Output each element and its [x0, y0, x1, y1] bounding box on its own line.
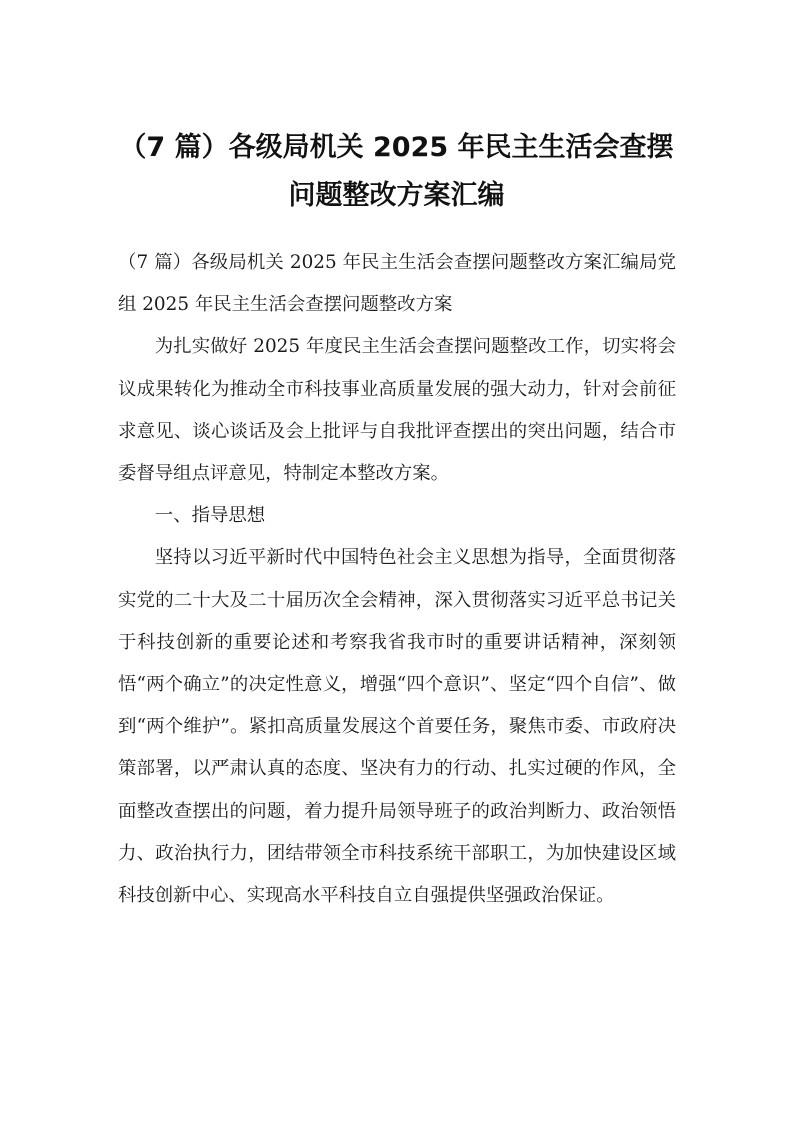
- body-paragraph: 为扎实做好 2025 年度民主生活会查摆问题整改工作，切实将会议成果转化为推动全市科技事业高质量发展的强大动力，针对会前征求意见、谈心谈话及会上批评与自我批评查摆出的突出问题，结合市委督导组点评意见，特制定本整改方案。: [118, 336, 676, 485]
- section-heading: 一、指导思想: [154, 505, 266, 527]
- document-body: [118, 242, 676, 917]
- intro-paragraph: （7 篇）各级局机关 2025 年民主生活会查摆问题整改方案汇编局党组 2025 年民主生活会查摆问题整改方案: [118, 252, 676, 316]
- title-line-2: 问题整改方案汇编: [288, 180, 505, 211]
- document-title: [100, 124, 693, 220]
- title-line-1: （7 篇）各级局机关 2025 年民主生活会查摆: [119, 132, 674, 163]
- body-paragraph: 坚持以习近平新时代中国特色社会主义思想为指导，全面贯彻落实党的二十大及二十届历次全会精神，深入贯彻落实习近平总书记关于科技创新的重要论述和考察我省我市时的重要讲话精神，深刻领悟“两个确立”的决定性意义，增强“四个意识”、坚定“四个自信”、做到“两个维护”。紧扣高质量发展这个首要任务，聚焦市委、市政府决策部署，以严肃认真的态度、坚决有力的行动、扎实过硬的作风，全面整改查摆出的问题，着力提升局领导班子的政治判断力、政治领悟力、政治执行力，团结带领全市科技系统干部职工，为加快建设区域科技创新中心、实现高水平科技自立自强提供坚强政治保证。: [118, 547, 676, 907]
